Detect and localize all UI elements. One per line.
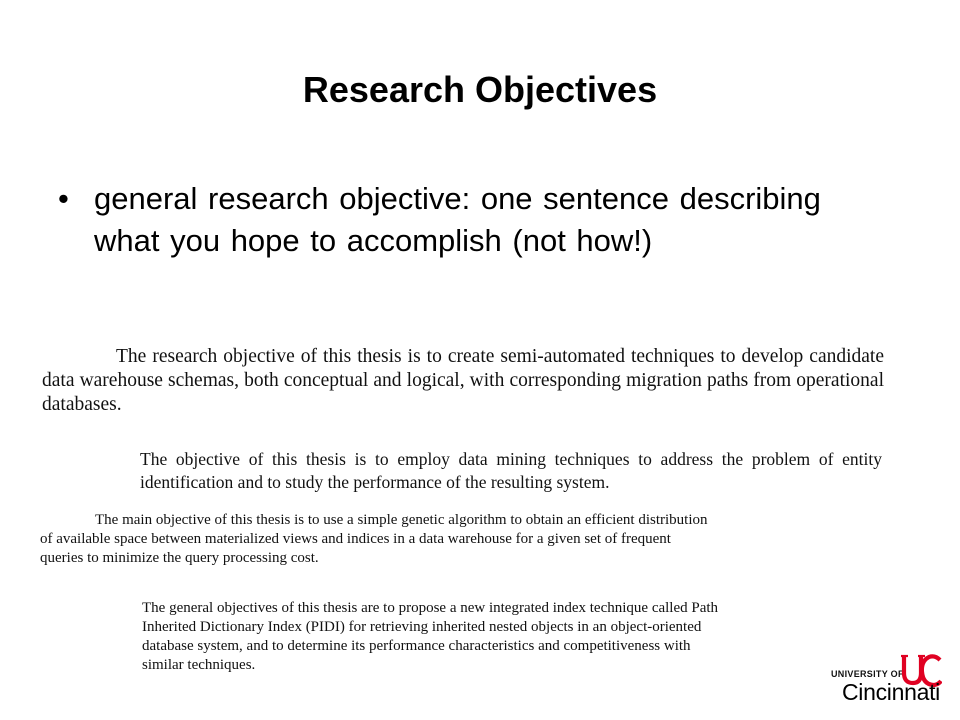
example-objective-1: The research objective of this thesis is to create semi-automated techniques to develop candidate data warehouse schemas, both conceptual and logical, with corresponding migration paths from operational databases. <box>42 346 884 415</box>
bullet-list <box>58 178 848 262</box>
bullet-dot-icon: • <box>58 181 69 216</box>
logo-cincinnati-text: Cincinnati <box>842 679 940 705</box>
example-objective-3: The main objective of this thesis is to use a simple genetic algorithm to obtain an efficient distribution of available space between materialized views and indices in a data warehouse for a given set of frequent queries to minimize the query processing cost. <box>40 512 708 566</box>
example-objective-4: The general objectives of this thesis are to propose a new integrated index technique called Path Inherited Dictionary Index (PIDI) for retrieving inherited nested objects in an object-oriented database system, and to determine its performance characteristics and competitiveness with similar techniques. <box>142 600 719 673</box>
bullet-item <box>58 178 848 262</box>
logo-university-of-text: UNIVERSITY OF <box>831 669 904 679</box>
bullet-text: general research objective: one sentence describing what you hope to accomplish (not how!) <box>94 181 821 258</box>
university-logo <box>826 652 950 708</box>
example-objective-2: The objective of this thesis is to employ data mining techniques to address the problem of entity identification and to study the performance of the resulting system. <box>140 449 882 492</box>
slide-title: Research Objectives <box>302 69 658 110</box>
